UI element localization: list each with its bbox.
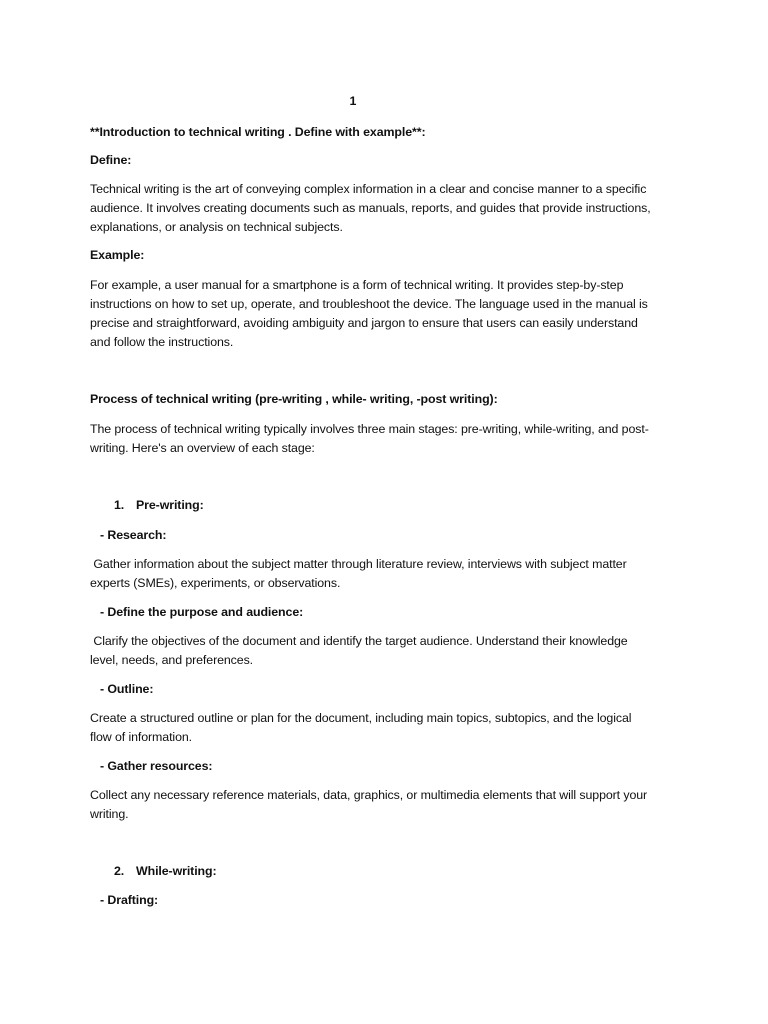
purpose-text-line: level, needs, and preferences. xyxy=(90,653,254,667)
page-number: 1 xyxy=(349,94,357,108)
process-intro-line: writing. Here's an overview of each stage: xyxy=(90,441,315,455)
define-text-line: Technical writing is the art of conveying complex information in a clear and concise manner to a specific xyxy=(90,182,647,196)
resources-label: - Gather resources: xyxy=(100,759,213,773)
example-text-line: and follow the instructions. xyxy=(90,335,234,349)
example-text-line: For example, a user manual for a smartphone is a form of technical writing. It provides step-by-step xyxy=(90,278,624,292)
whilewriting-title: While-writing: xyxy=(136,864,217,878)
whilewriting-number: 2. xyxy=(114,864,125,878)
prewriting-number: 1. xyxy=(114,498,125,512)
process-intro-line: The process of technical writing typically involves three main stages: pre-writing, while-writing, and post- xyxy=(90,422,649,436)
define-text-line: explanations, or analysis on technical subjects. xyxy=(90,220,343,234)
resources-text-line: writing. xyxy=(90,807,129,821)
define-label: Define: xyxy=(90,153,132,167)
intro-heading: **Introduction to technical writing . Define with example**: xyxy=(90,125,426,139)
purpose-label: - Define the purpose and audience: xyxy=(100,605,304,619)
example-text-line: instructions on how to set up, operate, and troubleshoot the device. The language used in the manual is xyxy=(90,297,648,311)
example-text-line: precise and straightforward, avoiding ambiguity and jargon to ensure that users can easily understand xyxy=(90,316,638,330)
process-heading: Process of technical writing (pre-writing , while- writing, -post writing): xyxy=(90,392,498,406)
research-text-line: experts (SMEs), experiments, or observations. xyxy=(90,576,341,590)
example-label: Example: xyxy=(90,248,145,262)
prewriting-title: Pre-writing: xyxy=(136,498,204,512)
research-text-line: Gather information about the subject matter through literature review, interviews with subject matter xyxy=(90,557,627,571)
purpose-text-line: Clarify the objectives of the document and identify the target audience. Understand their knowledge xyxy=(90,634,628,648)
drafting-label: - Drafting: xyxy=(100,893,159,907)
outline-text-line: Create a structured outline or plan for the document, including main topics, subtopics, and the logical xyxy=(90,711,632,725)
outline-label: - Outline: xyxy=(100,682,154,696)
resources-text-line: Collect any necessary reference materials, data, graphics, or multimedia elements that will support your xyxy=(90,788,648,802)
research-label: - Research: xyxy=(100,528,167,542)
define-text-line: audience. It involves creating documents such as manuals, reports, and guides that provide instructions, xyxy=(90,201,651,215)
outline-text-line: flow of information. xyxy=(90,730,192,744)
